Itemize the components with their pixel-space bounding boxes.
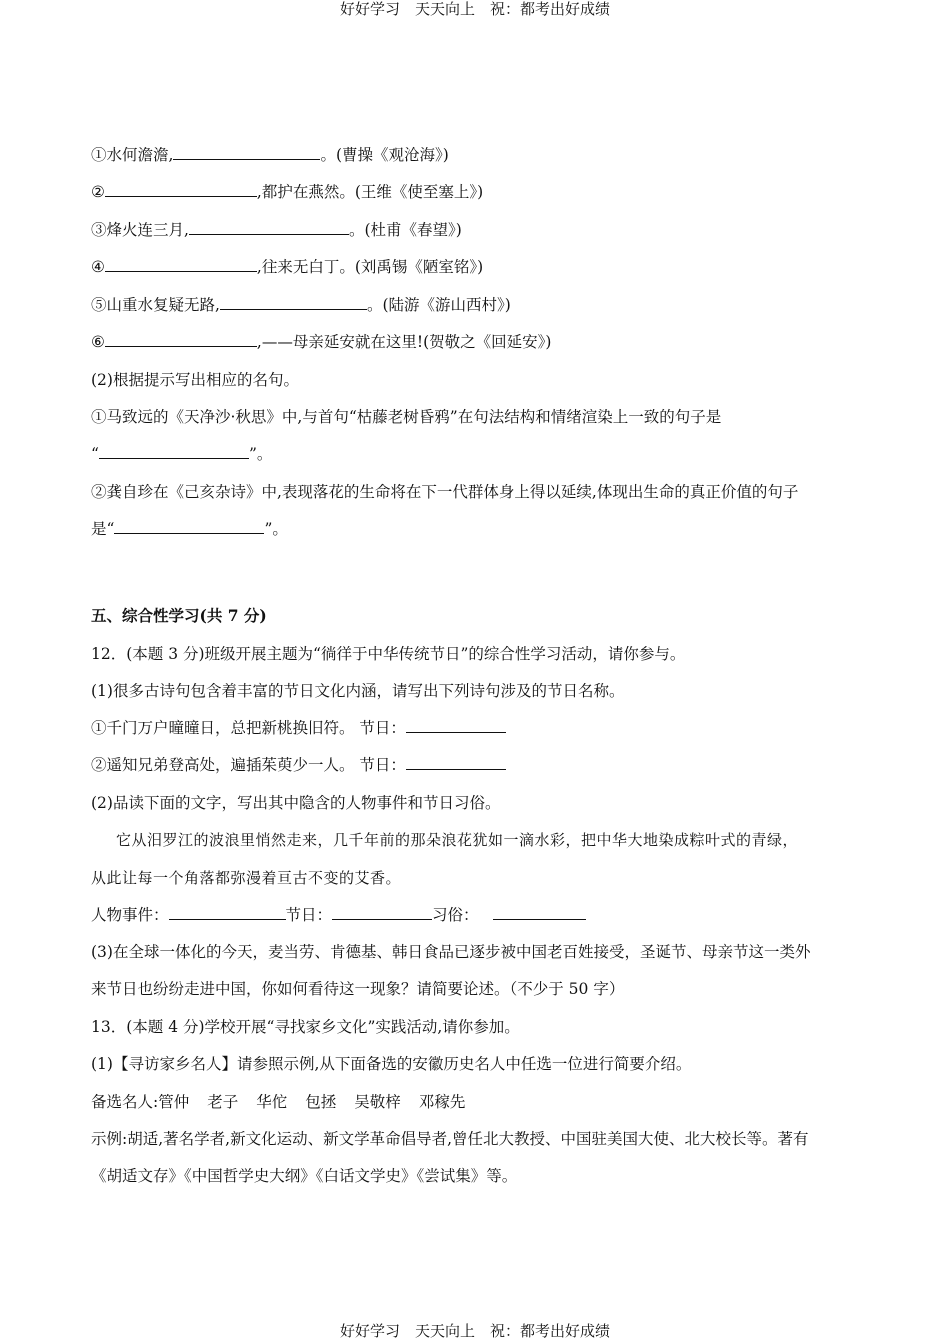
answer-blank[interactable] [173, 145, 320, 160]
q12-part1-b [91, 755, 866, 775]
p2-q2-answer [91, 519, 866, 539]
q5-prefix: ⑤山重水复疑无路, [91, 296, 220, 314]
close-quote: ”。 [248, 445, 273, 463]
answer-blank[interactable] [169, 905, 286, 920]
answer-blank[interactable] [406, 755, 506, 770]
example-line-2: 《胡适文存》《中国哲学史大纲》《白话文学史》《尝试集》等。 [91, 1167, 518, 1185]
q2-suffix: ,都护在燕然。(王维《使至塞上》) [256, 183, 484, 201]
answer-blank[interactable] [332, 905, 432, 920]
q4-prefix: ④ [91, 258, 105, 276]
fill-q5 [91, 295, 866, 315]
q4-suffix: ,往来无白丁。(刘禹锡《陋室铭》) [256, 258, 484, 276]
custom-label: 习俗： [432, 906, 479, 924]
fill-q3 [91, 220, 866, 240]
answer-blank[interactable] [220, 295, 367, 310]
fill-q6 [91, 332, 866, 352]
answer-blank[interactable] [105, 332, 257, 347]
answer-blank[interactable] [105, 257, 257, 272]
passage-line-2: 从此让每一个角落都弥漫着亘古不变的艾香。 [91, 869, 402, 887]
candidate-name: 包拯 [305, 1093, 337, 1111]
q6-suffix: ,——母亲延安就在这里!(贺敬之《回延安》) [256, 333, 552, 351]
p2-q1-answer [91, 444, 866, 464]
q13-part1: (1)【寻访家乡名人】请参照示例,从下面备选的安徽历史名人中任选一位进行简要介绍。 [91, 1055, 692, 1073]
q1-prefix: ①水何澹澹, [91, 146, 174, 164]
candidate-name: 吴敬梓 [354, 1093, 401, 1111]
q12-stem: 12．(本题 3 分)班级开展主题为“徜徉于中华传统节日”的综合性学习活动，请你参与。 [91, 645, 686, 663]
candidate-name: 管仲 [158, 1093, 190, 1111]
answer-blank[interactable] [406, 718, 506, 733]
answer-blank[interactable] [493, 905, 586, 920]
q1-suffix: 。(曹操《观沧海》) [320, 146, 449, 164]
q12-part1: (1)很多古诗句包含着丰富的节日文化内涵，请写出下列诗句涉及的节日名称。 [91, 682, 625, 700]
header-banner: 好好学习 天天向上 祝：都考出好成绩 [339, 0, 610, 18]
q12-part2-answers [91, 905, 866, 925]
candidate-name: 邓稼先 [418, 1093, 466, 1111]
part2-title: (2)根据提示写出相应的名句。 [91, 371, 299, 389]
p2-q2-text: ②龚自珍在《己亥杂诗》中,表现落花的生命将在下一代群体身上得以延续,体现出生命的真正价值的句子 [91, 483, 799, 501]
q3-suffix: 。(杜甫《春望》) [348, 221, 462, 239]
candidate-name: 老子 [207, 1093, 239, 1111]
p2-q1-text: ①马致远的《天净沙·秋思》中,与首句“枯藤老树昏鸦”在句法结构和情绪渲染上一致的句子是 [91, 408, 722, 426]
answer-blank[interactable] [189, 220, 349, 235]
q3-prefix: ③烽火连三月, [91, 221, 189, 239]
candidate-name: 华佗 [256, 1093, 288, 1111]
poem-line: ①千门万户曈曈日，总把新桃换旧符。 节日： [91, 719, 406, 737]
q13-stem: 13．(本题 4 分)学校开展“寻找家乡文化”实践活动,请你参加。 [91, 1018, 520, 1036]
q12-part1-a [91, 718, 866, 738]
candidates-label: 备选名人: [91, 1093, 159, 1111]
open-quote: “ [91, 445, 99, 463]
q2-prefix: ② [91, 183, 105, 201]
answer-blank[interactable] [114, 519, 264, 534]
footer-banner: 好好学习 天天向上 祝：都考出好成绩 [339, 1322, 610, 1340]
q12-part2: (2)品读下面的文字，写出其中隐含的人物事件和节日习俗。 [91, 794, 501, 812]
section5-heading: 五、综合性学习(共 7 分) [91, 606, 267, 625]
candidate-list [91, 1092, 866, 1112]
poem-line: ②遥知兄弟登高处，遍插茱萸少一人。 节日： [91, 756, 406, 774]
q12-part3-line1: (3)在全球一体化的今天，麦当劳、肯德基、韩日食品已逐步被中国老百姓接受，圣诞节、母亲节这一类外 [91, 943, 811, 961]
open-quote: 是“ [91, 520, 115, 538]
person-label: 人物事件： [91, 906, 169, 924]
q5-suffix: 。(陆游《游山西村》) [366, 296, 511, 314]
q12-part3-line2: 来节日也纷纷走进中国，你如何看待这一现象？请简要论述。（不少于 50 字） [91, 980, 625, 998]
fill-q4 [91, 257, 866, 277]
q6-prefix: ⑥ [91, 333, 105, 351]
fill-q2 [91, 182, 866, 202]
example-line-1: 示例:胡适,著名学者,新文化运动、新文学革命倡导者,曾任北大教授、中国驻美国大使、北大校长等。著有 [91, 1130, 809, 1148]
passage-line-1: 它从汨罗江的波浪里悄然走来，几千年前的那朵浪花犹如一滴水彩，把中华大地染成粽叶式的青绿， [116, 831, 799, 849]
festival-label: 节日： [285, 906, 333, 924]
answer-blank[interactable] [99, 444, 249, 459]
fill-q1 [91, 145, 866, 165]
close-quote: ”。 [264, 520, 288, 538]
answer-blank[interactable] [105, 182, 257, 197]
